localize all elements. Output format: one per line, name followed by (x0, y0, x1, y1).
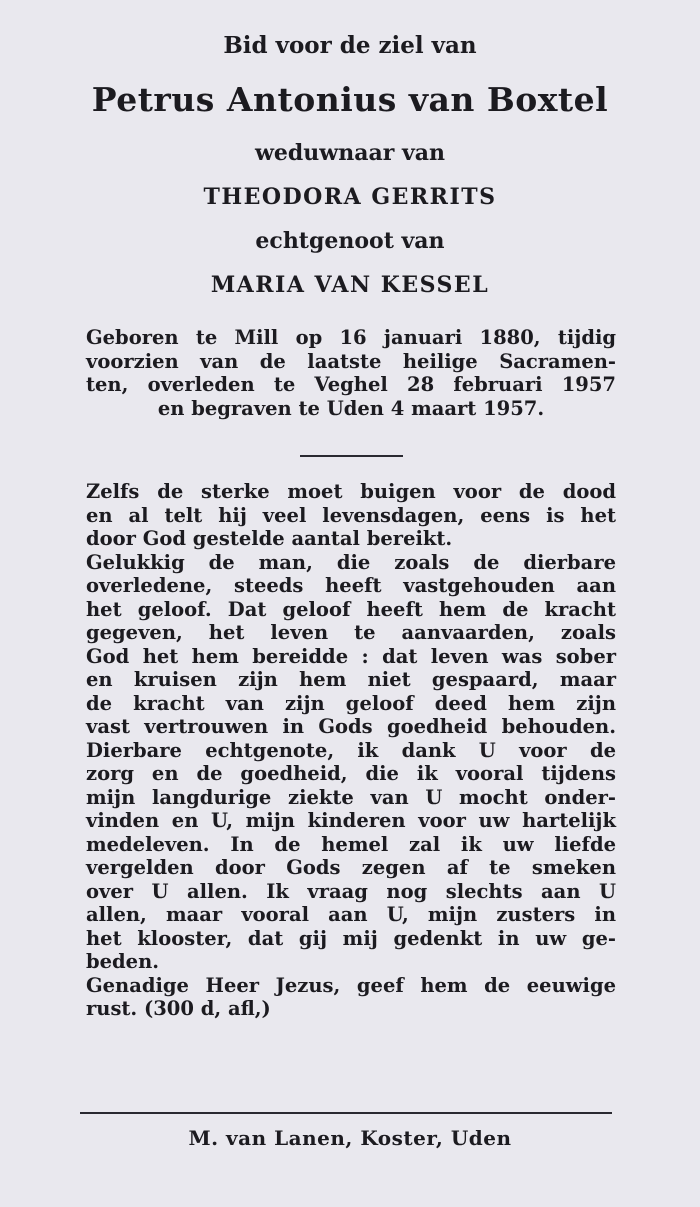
bio-line: Geboren te Mill op 16 januari 1880, tijdig (86, 326, 616, 349)
deceased-name: Petrus Antonius van Boxtel (91, 80, 609, 119)
text-line: over U allen. Ik vraag nog slechts aan U (86, 879, 616, 903)
text-line: overledene, steeds heeft vastgehouden aan (86, 574, 616, 597)
text-line: en al telt hij veel levensdagen, eens is het (86, 503, 616, 527)
bio-line: voorzien van de laatste heilige Sacramen- (86, 349, 616, 373)
text-line: het klooster, dat gij mij gedenkt in uw ge- (86, 926, 616, 950)
text-line: het geloof. Dat geloof heeft hem de kracht (86, 597, 616, 621)
text-line: vergelden door Gods zegen af te smeken (86, 856, 616, 879)
intro-text: Bid voor de ziel van (223, 32, 477, 59)
text-line: vinden en U, mijn kinderen voor uw hartelijk (86, 809, 616, 832)
text-line: de kracht van zijn geloof deed hem zijn (86, 691, 616, 715)
text-line: zorg en de goedheid, die ik vooral tijdens (86, 762, 616, 785)
short-divider (300, 455, 403, 457)
first-wife-name: THEODORA GERRITS (203, 184, 497, 210)
bio-line: ten, overleden te Veghel 28 februari 1957 (86, 373, 616, 396)
text-line: gegeven, het leven te aanvaarden, zoals (86, 621, 616, 644)
text-line: door God gestelde aantal bereikt. (86, 527, 453, 550)
text-line: Genadige Heer Jezus, geef hem de eeuwige (86, 973, 616, 997)
spouse-label: echtgenoot van (255, 228, 445, 254)
text-line: beden. (86, 950, 160, 973)
printer-credit: M. van Lanen, Koster, Uden (188, 1126, 512, 1150)
widower-label: weduwnaar van (254, 140, 446, 166)
text-line: allen, maar vooral aan U, mijn zusters in (86, 903, 616, 926)
second-wife-name: MARIA VAN KESSEL (210, 272, 490, 298)
memorial-text (86, 480, 616, 1021)
long-divider (80, 1112, 612, 1114)
bio-line: en begraven te Uden 4 maart 1957. (157, 396, 545, 420)
text-line: God het hem bereidde : dat leven was sober (86, 644, 616, 668)
text-line: vast vertrouwen in Gods goedheid behouden. (86, 715, 616, 738)
text-line: rust. (300 d, afl,) (86, 997, 271, 1020)
text-line: Dierbare echtgenote, ik dank U voor de (86, 738, 616, 762)
biography-paragraph (86, 326, 616, 420)
text-line: Zelfs de sterke moet buigen voor de dood (86, 480, 616, 503)
text-line: medeleven. In de hemel zal ik uw liefde (86, 832, 616, 856)
text-line: mijn langdurige ziekte van U mocht onder- (86, 785, 616, 809)
text-line: en kruisen zijn hem niet gespaard, maar (86, 668, 616, 691)
text-line: Gelukkig de man, die zoals de dierbare (86, 550, 616, 574)
